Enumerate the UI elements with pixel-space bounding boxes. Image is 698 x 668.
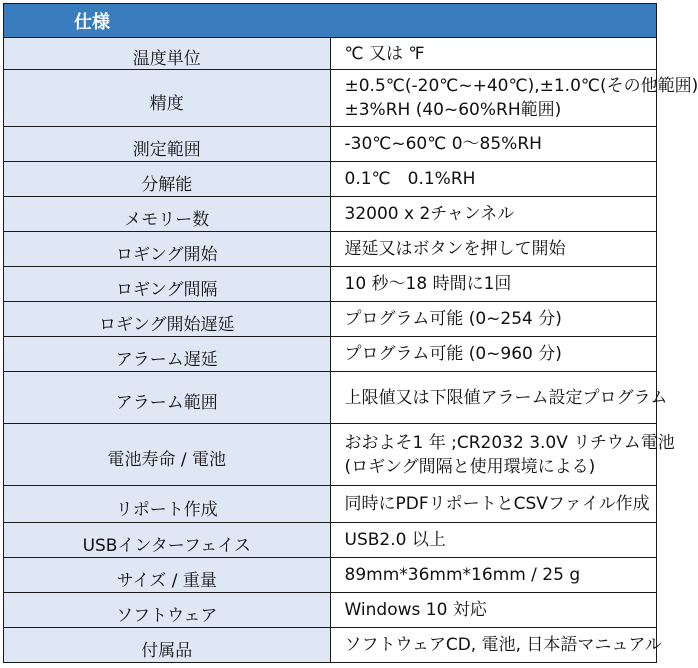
spec-label: サイズ / 重量 bbox=[4, 558, 331, 593]
spec-label: USBインターフェイス bbox=[4, 523, 331, 558]
spec-row bbox=[4, 593, 657, 628]
spec-row bbox=[4, 232, 657, 267]
spec-value bbox=[330, 267, 657, 302]
spec-value bbox=[330, 593, 657, 628]
spec-value-line: 89mm*36mm*16mm / 25 g bbox=[344, 565, 581, 585]
spec-value bbox=[330, 197, 657, 232]
spec-row bbox=[4, 197, 657, 232]
spec-value-line: ±0.5℃(-20℃~+40℃),±1.0℃(その他範囲) bbox=[344, 76, 698, 96]
spec-value bbox=[330, 523, 657, 558]
spec-row bbox=[4, 302, 657, 337]
spec-label: 電池寿命 / 電池 bbox=[4, 424, 331, 486]
spec-value-line: Windows 10 対応 bbox=[344, 600, 487, 620]
spec-value-line: 同時にPDFリポートとCSVファイル作成 bbox=[344, 494, 650, 514]
spec-label: メモリー数 bbox=[4, 197, 331, 232]
spec-value bbox=[330, 424, 675, 486]
spec-value bbox=[330, 372, 668, 424]
spec-row bbox=[4, 127, 657, 162]
spec-label: ロギング開始 bbox=[4, 232, 331, 267]
spec-value bbox=[330, 70, 698, 127]
spec-value-line: USB2.0 以上 bbox=[344, 530, 446, 550]
spec-row bbox=[4, 486, 657, 523]
spec-row bbox=[4, 424, 657, 486]
spec-row bbox=[4, 628, 657, 663]
spec-row bbox=[4, 558, 657, 593]
spec-value-line: (ロギング間隔と使用環境による) bbox=[344, 456, 596, 477]
spec-value bbox=[330, 302, 657, 337]
spec-value-line: プログラム可能 (0~960 分) bbox=[344, 344, 562, 364]
spec-value-line: 10 秒～18 時間に1回 bbox=[344, 274, 512, 294]
spec-row bbox=[4, 523, 657, 558]
spec-row bbox=[4, 372, 657, 424]
spec-value bbox=[330, 162, 657, 197]
spec-row bbox=[4, 162, 657, 197]
spec-label: 分解能 bbox=[4, 162, 331, 197]
spec-label: ロギング開始遅延 bbox=[4, 302, 331, 337]
spec-header: 仕様 bbox=[4, 4, 657, 38]
spec-label: アラーム遅延 bbox=[4, 337, 331, 372]
spec-label: ソフトウェア bbox=[4, 593, 331, 628]
spec-value-line: 0.1℃ 0.1%RH bbox=[344, 169, 476, 189]
spec-value-line: -30℃~60℃ 0～85%RH bbox=[344, 134, 542, 154]
spec-table-body bbox=[4, 4, 698, 663]
spec-value-line: 32000 x 2チャンネル bbox=[344, 204, 515, 224]
spec-label: 精度 bbox=[4, 70, 331, 127]
spec-value bbox=[330, 38, 657, 70]
spec-value-line: 遅延又はボタンを押して開始 bbox=[344, 239, 566, 259]
spec-value-line: おおよそ1 年 ;CR2032 3.0V リチウム電池 bbox=[344, 432, 675, 453]
spec-value-line: 上限値又は下限値アラーム設定プログラム bbox=[344, 387, 668, 408]
spec-row bbox=[4, 337, 657, 372]
spec-value bbox=[330, 486, 657, 523]
spec-row bbox=[4, 70, 657, 127]
spec-label: 測定範囲 bbox=[4, 127, 331, 162]
spec-value bbox=[330, 337, 657, 372]
spec-value-line: ℃ 又は ℉ bbox=[344, 43, 425, 64]
spec-row bbox=[4, 38, 657, 70]
spec-label: リポート作成 bbox=[4, 486, 331, 523]
spec-value-line: ソフトウェアCD, 電池, 日本語マニュアル bbox=[344, 635, 662, 655]
spec-label: アラーム範囲 bbox=[4, 372, 331, 424]
spec-value bbox=[330, 232, 657, 267]
spec-value bbox=[330, 628, 662, 663]
spec-value-line: ±3%RH (40~60%RH範囲) bbox=[344, 100, 562, 120]
spec-row bbox=[4, 267, 657, 302]
spec-value-line: プログラム可能 (0~254 分) bbox=[344, 309, 562, 329]
spec-label: 付属品 bbox=[4, 628, 331, 663]
spec-value bbox=[330, 558, 657, 593]
spec-table bbox=[3, 3, 698, 663]
spec-label: ロギング間隔 bbox=[4, 267, 331, 302]
spec-value bbox=[330, 127, 657, 162]
spec-label: 温度単位 bbox=[4, 38, 331, 70]
spec-header-row bbox=[4, 4, 657, 38]
